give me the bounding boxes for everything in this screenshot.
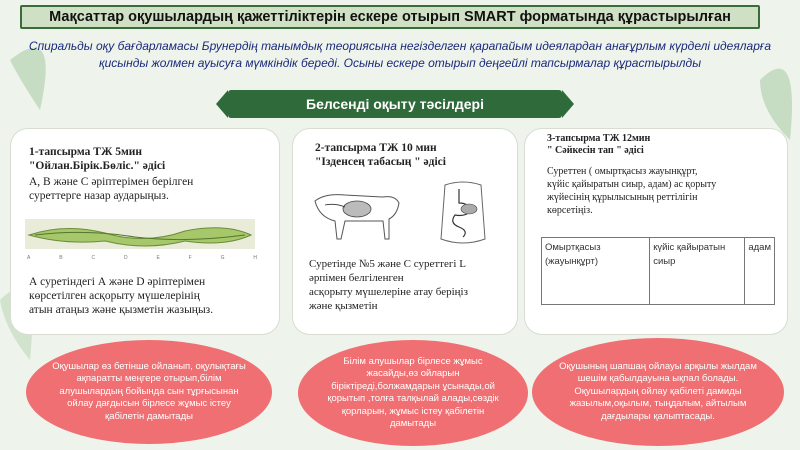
table-header-cell: күйіс қайыратын сиыр: [650, 238, 745, 305]
intro-text: Спиральды оқу бағдарламасы Брунердің танымдық теориясына негізделген қарапайым идеялардан анағұрлым күрделі идеяларға қисынды жолмен ауысуға мүмкіндік береді. Осыны ескере отырып деңгейлі тапсырмалар құрастырылды: [28, 39, 772, 70]
task3-desc-line3: жүйесінің құрылысының реттілігін: [547, 192, 698, 203]
task2-title-line1: 2-тапсырма ТЖ 10 мин: [315, 142, 437, 154]
task1-title-line2: "Ойлан.Бірік.Бөліс." әдісі: [29, 160, 166, 172]
method-header: Белсенді оқыту тәсілдері: [228, 90, 562, 118]
task1-desc-line1: А, В және С әріптерімен берілген: [29, 176, 194, 188]
task2-question-line4: және қызметін: [309, 300, 378, 312]
ruler-label: H: [253, 255, 257, 261]
table-header-cell: Омыртқасыз (жауынқұрт): [542, 238, 650, 305]
task2-title-line2: "Ізденсең табасың " әдісі: [315, 156, 446, 168]
task1-desc-line2: суреттерге назар аударыңыз.: [29, 190, 169, 202]
task3-desc-line2: күйіс қайыратын сиыр, адам) ас қорыту: [547, 179, 717, 190]
ruler-label: F: [188, 255, 192, 261]
task3-title-line2: " Сәйкесін тап " әдісі: [547, 145, 644, 156]
task2-question-line3: асқорыту мүшелеріне атау беріңіз: [309, 286, 468, 298]
ruler-label: B: [59, 255, 63, 261]
task1-question-line2: көрсетілген асқорыту мүшелерінің: [29, 290, 200, 302]
task1-question-line3: атын атаңыз және қызметін жазыңыз.: [29, 304, 214, 316]
task2-question-line2: әрпімен белгіленген: [309, 272, 404, 284]
task1-card: [10, 128, 280, 335]
task1-title-line1: 1-тапсырма ТЖ 5мин: [29, 146, 143, 158]
task1-question-line1: А суретіндегі А және D әріптерімен: [29, 276, 206, 288]
task3-desc-line4: көрсетіңіз.: [547, 205, 593, 216]
outcome-text-2: Білім алушылар бірлесе жұмыс жасайды,өз ойларын біріктіреді,болжамдарын ұсынады,ой қорытып ,толға талқылай алады,сөздік қорларын, жұмыс істеу қабілетін дамытады: [327, 355, 499, 429]
ruler-label: C: [91, 255, 96, 261]
task2-card: [292, 128, 518, 335]
task3-title-line1: 3-тапсырма ТЖ 12мин: [547, 133, 651, 144]
outcome-oval-2: [298, 340, 528, 446]
page-title-banner: Мақсаттар оқушылардың қажеттіліктерін ескере отырып SMART форматында құрастырылған: [20, 5, 760, 29]
table-header-cell: адам: [745, 238, 775, 305]
outcome-oval-1: [26, 340, 272, 444]
ruler-label: A: [27, 255, 31, 261]
human-digestion-image: [425, 179, 501, 249]
task3-card: [524, 128, 788, 335]
task3-desc-line1: Суреттен ( омыртқасыз жауынқұрт,: [547, 166, 698, 177]
ruler-label: E: [156, 255, 160, 261]
task2-question-line1: Суретінде №5 және С суреттегі L: [309, 258, 466, 270]
ruler-label: D: [123, 255, 128, 261]
outcome-text-3: Оқушының шапшаң ойлауы арқылы жылдам шешім қабылдауына ықпал болады. Оқушылардың ойлау қабілеті дамиды жазылым,оқылым, тыңдалым, айтылым дағдылары қалыптасады.: [559, 360, 757, 422]
cow-digestion-image: [305, 181, 405, 243]
comparison-table: [541, 237, 775, 305]
ruler-label: G: [220, 255, 225, 261]
outcome-text-1: Оқушылар өз бетінше ойланып, оқулықтағы ақпаратты меңгере отырып,білім алушылардың бойында сын тұрғысынан ойлау дағдысын бірлесе жұмыс істеу қабілетін дамытады: [52, 360, 246, 422]
outcome-oval-3: [532, 338, 784, 446]
